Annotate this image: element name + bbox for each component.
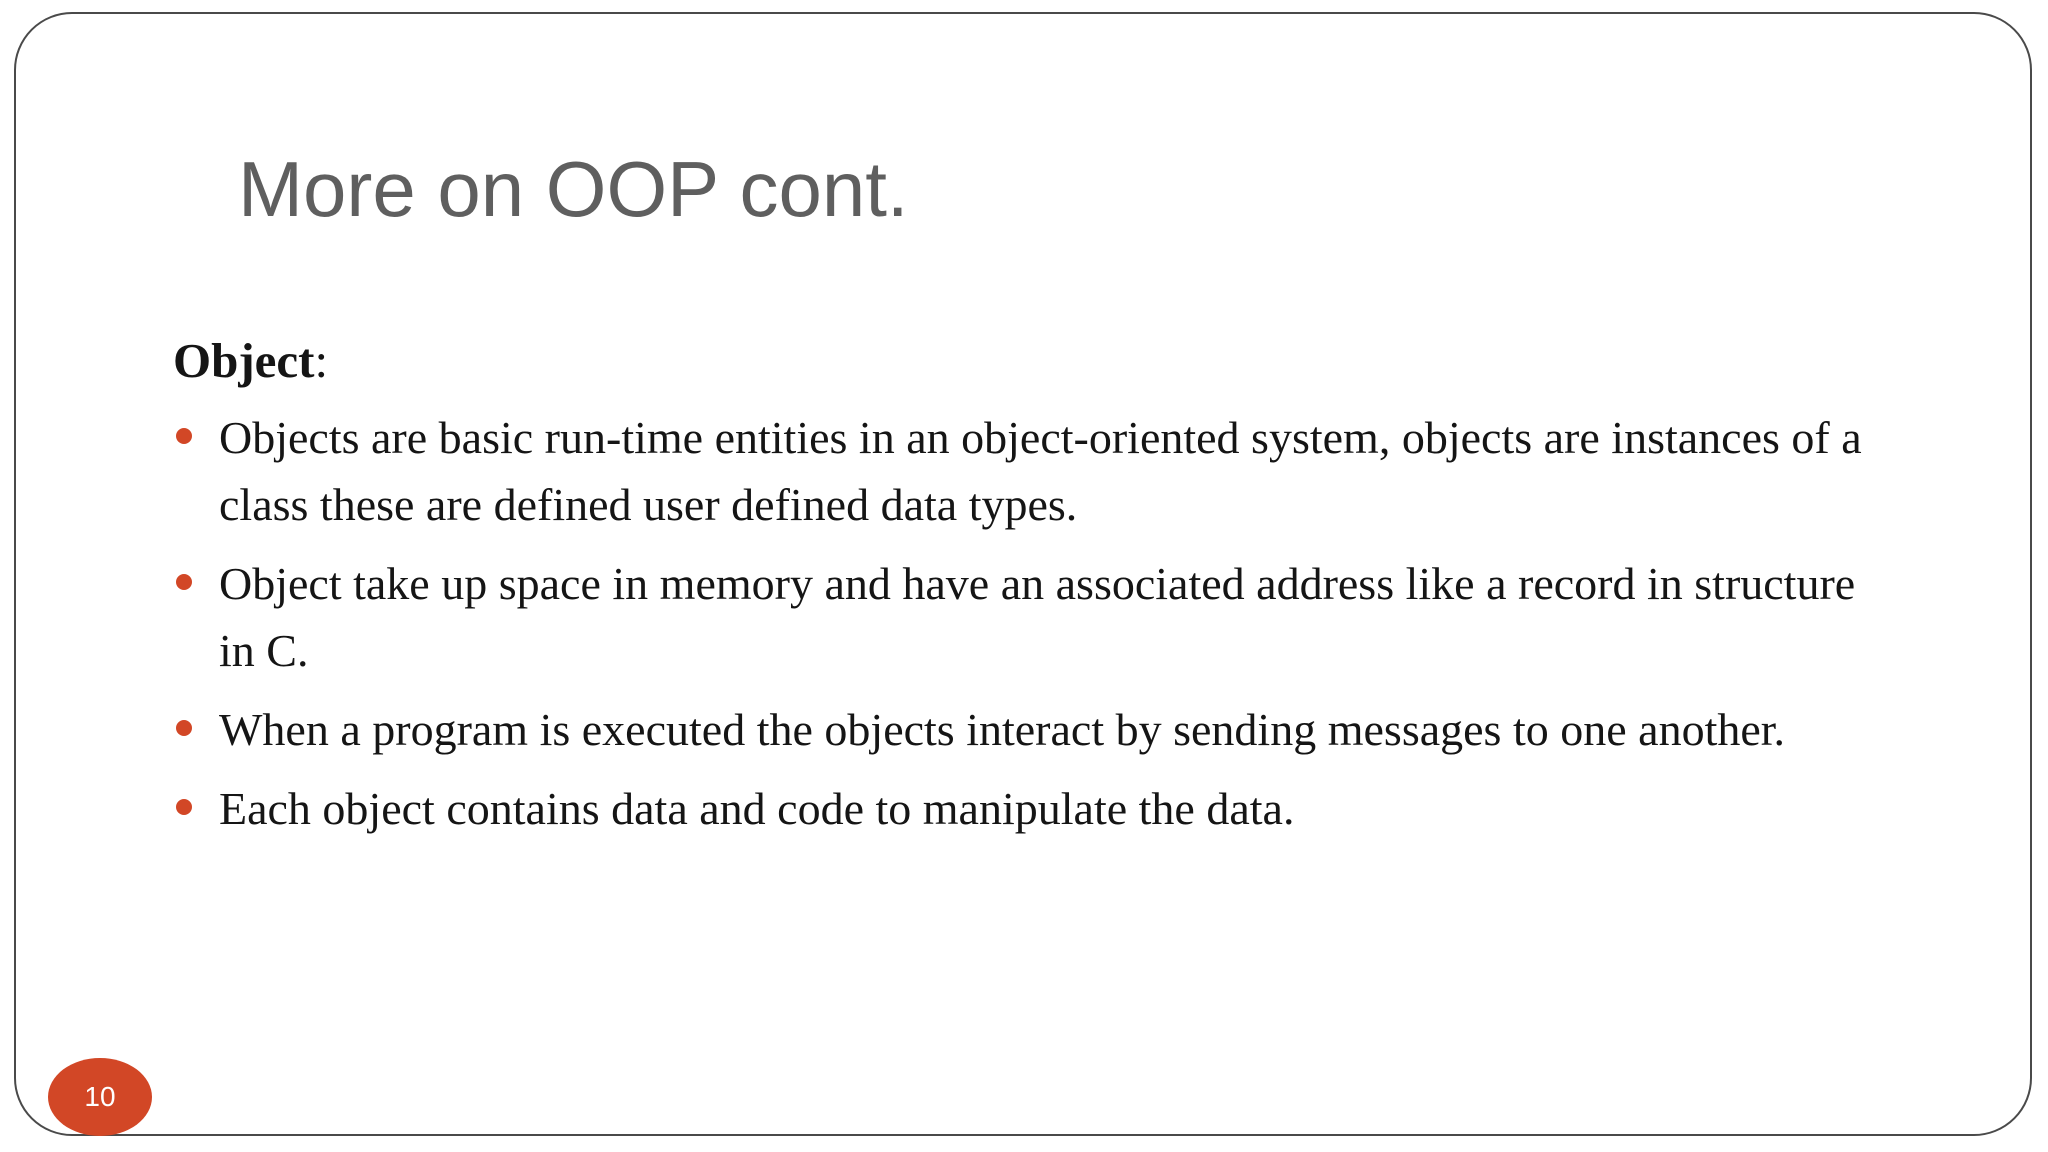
heading-term: Object	[173, 333, 315, 388]
bullet-text: When a program is executed the objects interact by sending messages to one another.	[219, 704, 1786, 755]
slide-title: More on OOP cont.	[238, 145, 909, 233]
bullet-dot-icon	[176, 720, 192, 736]
heading-suffix: :	[314, 333, 329, 388]
bullet-item	[173, 404, 1893, 538]
slide-body	[173, 324, 1893, 854]
bullet-text: Objects are basic run-time entities in an object-oriented system, objects are instances of a class these are defined user defined data types.	[219, 412, 1862, 530]
bullet-item	[173, 775, 1893, 842]
bullet-item	[173, 550, 1893, 684]
page-number: 10	[84, 1081, 116, 1112]
bullet-dot-icon	[176, 428, 192, 444]
bullet-item	[173, 696, 1893, 763]
bullet-text: Object take up space in memory and have an associated address like a record in structure in C.	[219, 558, 1856, 676]
section-heading	[173, 324, 1893, 398]
slide-frame	[14, 12, 2032, 1136]
bullet-text: Each object contains data and code to manipulate the data.	[219, 783, 1295, 834]
bullet-dot-icon	[176, 574, 192, 590]
bullet-list	[173, 404, 1893, 842]
page-number-badge	[48, 1058, 152, 1136]
bullet-dot-icon	[176, 799, 192, 815]
